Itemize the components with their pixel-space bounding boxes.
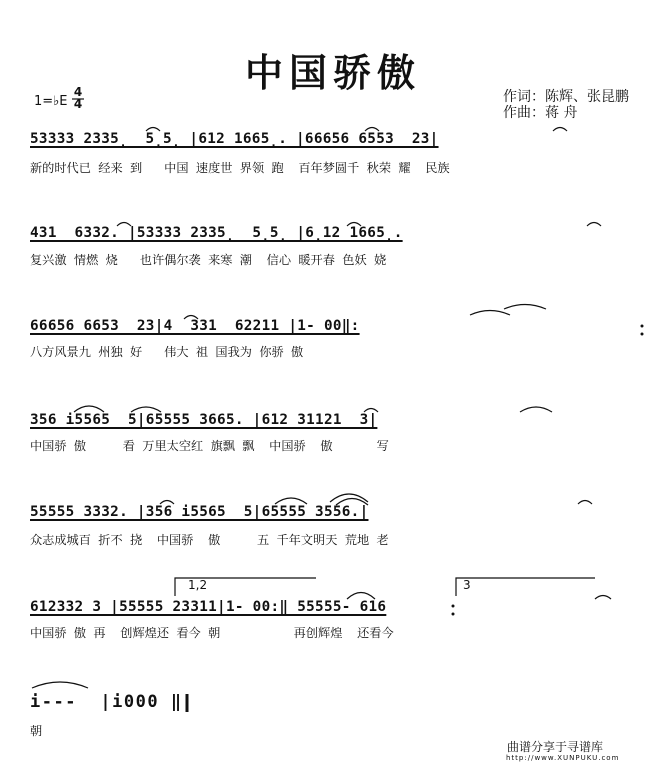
volta-bracket (456, 578, 595, 596)
notation-row-4: 356 i5565 5|65555 3665. |612 31121 3| (30, 412, 378, 428)
lyrics-row-5: 众志成城百 折不 挠 中国骄 傲 五 千年文明天 荒地 老 (30, 533, 389, 547)
slur (587, 223, 601, 227)
slur (504, 305, 546, 310)
lyrics-row-7: 朝 (30, 724, 43, 738)
notation-row-2: 431 6332. |53333 2335̣ 5̣5̣ |6̣12 1665̣. (30, 225, 403, 241)
slur (595, 596, 611, 600)
footer-source: 曲谱分享于寻谱库 (507, 740, 604, 754)
lyrics-row-6: 中国骄 傲 再 创辉煌还 看今 朝 再创辉煌 还看今 (30, 626, 394, 640)
slur (146, 128, 160, 132)
slur (578, 501, 592, 505)
slur (74, 406, 104, 412)
footer-url: http://www.XUNPUKU.com (506, 754, 620, 762)
slur (553, 128, 567, 132)
lyrics-row-2: 复兴激 情燃 烧 也许偶尔袭 来寒 潮 信心 暖开春 色妖 娆 (30, 253, 387, 267)
lyrics-row-4: 中国骄 傲 看 万里太空红 旗飘 飘 中国骄 傲 写 (30, 439, 389, 453)
slur (32, 682, 88, 688)
key-signature: 1=♭E (34, 94, 68, 109)
slur (275, 498, 307, 504)
lyrics-row-3: 八方风景九 州独 好 伟大 祖 国我为 你骄 傲 (30, 345, 304, 359)
slur (347, 593, 375, 600)
slur (520, 407, 552, 412)
volta-first-ending: 1,2 (188, 578, 208, 592)
notation-row-6: 612332 3 |55555 23311|1- 00:‖ 55555- 616 (30, 599, 387, 615)
slur (336, 499, 368, 506)
notation-row-3: 66656 6653 23|4 331 62211 |1- 00‖: (30, 318, 360, 334)
slur (365, 128, 379, 132)
time-signature-top: 4 (73, 85, 83, 99)
lyricist-credit: 作词：陈辉、张昆鹏 (503, 89, 629, 105)
slur (131, 407, 161, 412)
slur (160, 501, 174, 505)
notation-row-1: 53333 2335̣ 5̣5̣ |612 1665̣. |66656 6553 23| (30, 131, 439, 147)
notation-row-7: i--- |i000 ‖ (30, 692, 183, 712)
slur (117, 223, 131, 227)
composer-credit: 作曲：蒋 舟 (503, 105, 578, 121)
slur (184, 316, 198, 320)
notation-row-5: 55555 3332. |356 i5565 5|65555 3556.| (30, 504, 369, 520)
time-signature-bottom: 4 (73, 97, 83, 111)
lyrics-row-1: 新的时代已 经来 到 中国 速度世 界领 跑 百年梦圆千 秋荣 耀 民族 (30, 161, 450, 175)
volta-bracket (175, 578, 316, 596)
song-title: 中国骄傲 (244, 50, 421, 95)
slur (364, 409, 378, 413)
volta-third-ending: 3 (463, 578, 471, 592)
slur (470, 311, 510, 316)
slur (347, 223, 361, 227)
